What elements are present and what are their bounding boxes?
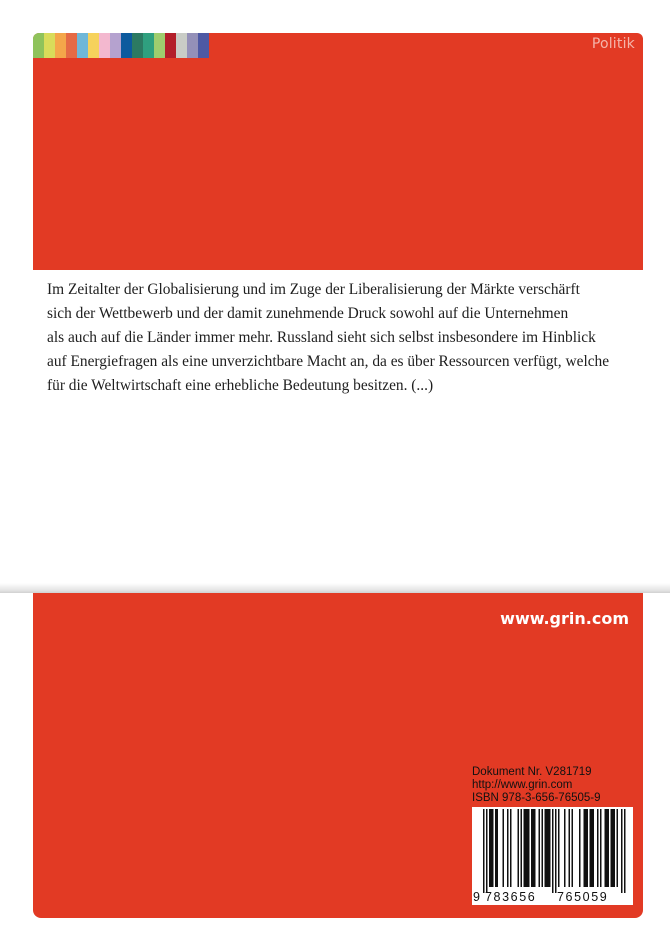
barcode-digits-left: 783656 <box>485 890 537 904</box>
barcode-bar <box>569 809 571 887</box>
color-stripe <box>132 33 143 58</box>
barcode-bar <box>507 809 509 887</box>
color-stripe <box>165 33 176 58</box>
barcode-bar <box>617 809 619 887</box>
publisher-website[interactable]: www.grin.com <box>500 609 629 628</box>
barcode-bar <box>606 809 608 887</box>
color-stripe <box>88 33 99 58</box>
color-stripes <box>33 33 209 58</box>
barcode-bar <box>590 809 592 887</box>
barcode-bar <box>531 809 533 887</box>
barcode-bar <box>524 809 526 887</box>
color-stripe <box>187 33 198 58</box>
color-stripe <box>198 33 209 58</box>
barcode-bar <box>591 809 593 887</box>
barcode-bar <box>503 809 505 887</box>
barcode-bar <box>584 809 586 887</box>
color-stripe <box>77 33 88 58</box>
color-stripe <box>99 33 110 58</box>
barcode-bar <box>542 809 544 887</box>
barcode-bar <box>525 809 527 887</box>
color-stripe <box>143 33 154 58</box>
description-line: auf Energiefragen als eine unverzichtbare Macht an, da es über Ressourcen verfügt, welche <box>47 353 610 370</box>
barcode-bar <box>491 809 493 887</box>
barcode-bar <box>548 809 550 887</box>
barcode-bar <box>534 809 536 887</box>
barcode-bar <box>527 809 529 887</box>
barcode-bar <box>549 809 551 887</box>
barcode-bar <box>552 809 554 893</box>
barcode-bar <box>555 809 557 893</box>
barcode-bar <box>624 809 626 893</box>
description-line: sich der Wettbewerb und der damit zunehmende Druck sowohl auf die Unternehmen <box>47 305 569 322</box>
barcode-bar <box>489 809 491 887</box>
barcode-bar <box>533 809 535 887</box>
book-description <box>47 278 637 398</box>
color-stripe <box>44 33 55 58</box>
barcode-bar <box>605 809 607 887</box>
barcode-bar <box>608 809 610 887</box>
barcode-bar <box>572 809 574 887</box>
barcode-bar <box>546 809 548 887</box>
category-label: Politik <box>591 36 635 52</box>
isbn: ISBN 978-3-656-76505-9 <box>472 792 601 804</box>
barcode-bar <box>518 809 520 887</box>
barcode-bar <box>564 809 566 887</box>
color-stripe <box>110 33 121 58</box>
barcode-bar <box>486 809 488 893</box>
document-url[interactable]: http://www.grin.com <box>472 779 573 791</box>
barcode-bar <box>492 809 494 887</box>
description-line: Im Zeitalter der Globalisierung und im Zuge der Liberalisierung der Märkte verschärft <box>47 281 580 298</box>
barcode-bar <box>585 809 587 887</box>
color-stripe <box>66 33 77 58</box>
description-line: für die Weltwirtschaft eine erhebliche Bedeutung besitzen. (...) <box>47 377 434 394</box>
barcode-bar <box>497 809 499 887</box>
barcode-digit-first: 9 <box>473 890 480 904</box>
barcode-bar <box>528 809 530 887</box>
barcode-bar <box>587 809 589 887</box>
barcode-bar <box>600 809 602 887</box>
color-stripe <box>33 33 44 58</box>
barcode-bar <box>483 809 485 893</box>
color-stripe <box>55 33 66 58</box>
barcode-bar <box>614 809 616 887</box>
description-line: als auch auf die Länder immer mehr. Russland sieht sich selbst insbesondere im Hinblick <box>47 329 596 346</box>
barcode-bar <box>521 809 523 887</box>
barcode-bar <box>539 809 541 887</box>
barcode-bar <box>621 809 623 893</box>
fold-shadow <box>0 583 670 593</box>
barcode-bar <box>579 809 581 887</box>
cover-top-panel <box>33 33 643 270</box>
color-stripe <box>176 33 187 58</box>
document-number: Dokument Nr. V281719 <box>472 766 592 778</box>
barcode-bar <box>558 809 560 887</box>
isbn-barcode <box>472 807 633 905</box>
document-info <box>472 766 601 805</box>
barcode-bar <box>545 809 547 887</box>
color-stripe <box>154 33 165 58</box>
barcode-bar <box>495 809 497 887</box>
barcode-bar <box>611 809 613 887</box>
color-stripe <box>121 33 132 58</box>
barcode-digits-right: 765059 <box>557 890 609 904</box>
barcode-bar <box>597 809 599 887</box>
barcode-bar <box>612 809 614 887</box>
cover-bottom-panel <box>33 593 643 918</box>
barcode-bar <box>510 809 512 887</box>
barcode-bar <box>593 809 595 887</box>
